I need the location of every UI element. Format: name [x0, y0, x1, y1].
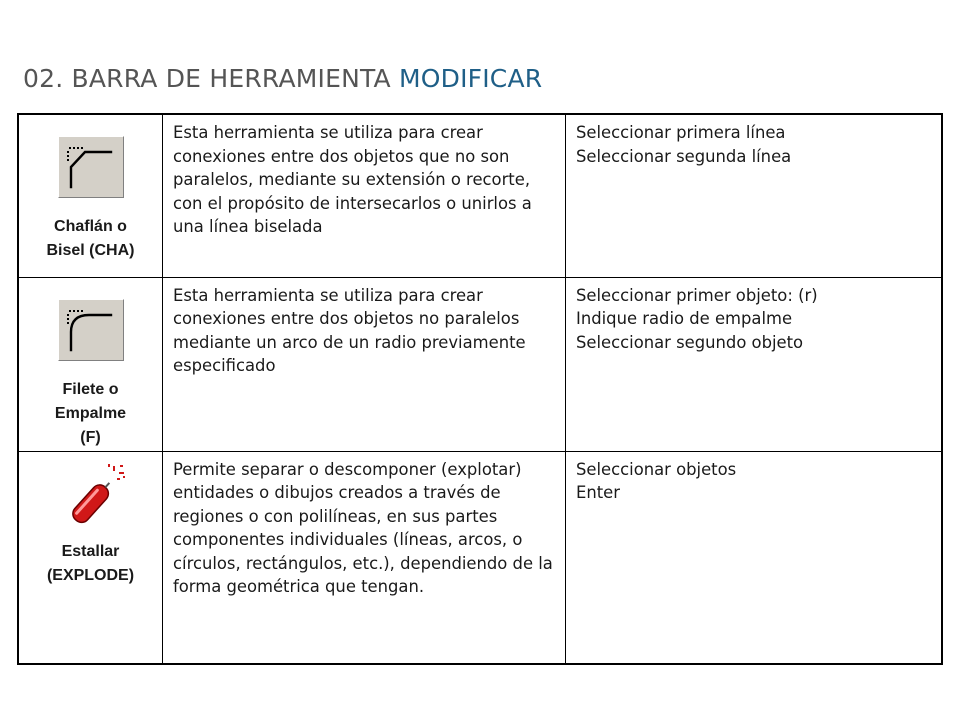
tool-description: Permite separar o descomponer (explotar) entidades o dibujos creados a través de regiones o con polilíneas, en sus partes componentes individuales (líneas, arcos, o círculos, rectángulos, etc.), dependiendo de la forma geométrica que tengan.: [163, 451, 566, 664]
tool-name-chamfer: [19, 215, 162, 263]
step-item: Seleccionar primer objeto: (r): [576, 285, 818, 305]
chamfer-icon: [58, 136, 124, 198]
tool-steps: [566, 451, 943, 664]
step-item: Indique radio de empalme: [576, 309, 793, 328]
tool-icon-cell: [18, 277, 163, 451]
tool-name-line: Chaflán o: [54, 218, 127, 235]
table-row: [18, 451, 942, 664]
step-item: Seleccionar primera línea: [576, 123, 786, 142]
tool-name-line: Estallar: [61, 542, 120, 560]
step-item: Enter: [576, 483, 620, 502]
tool-name-line: Filete o: [62, 380, 119, 398]
tool-icon-cell: [18, 114, 163, 277]
fillet-icon: [58, 299, 124, 361]
tool-steps: [566, 277, 943, 451]
tool-name-fillet: [19, 378, 162, 450]
tool-description: Esta herramienta se utiliza para crear conexiones entre dos objetos que no son paralelos, mediante su extensión o recorte, con el propósito de intersecarlos o unirlos a una línea biselada: [163, 114, 566, 277]
title-accent: MODIFICAR: [398, 64, 543, 93]
step-item: Seleccionar segundo objeto: [576, 332, 804, 352]
page-title: [23, 64, 542, 93]
tool-steps: [566, 114, 943, 277]
modify-toolbar-table: [17, 113, 943, 665]
tool-name-line: (F): [80, 428, 101, 446]
tool-icon-cell: [18, 451, 163, 664]
table-row: [18, 277, 942, 451]
table-row: [18, 114, 942, 277]
tool-name-line: Bisel (CHA): [46, 242, 135, 259]
title-prefix: 02. BARRA DE HERRAMIENTA: [23, 64, 399, 93]
tool-name-explode: [19, 540, 162, 588]
tool-name-line: (EXPLODE): [46, 566, 135, 584]
tool-description: Esta herramienta se utiliza para crear conexiones entre dos objetos no paralelos mediante un arco de un radio previamente especificado: [163, 277, 566, 451]
tool-name-line: Empalme: [54, 404, 127, 422]
step-item: Seleccionar objetos: [576, 459, 737, 479]
explode-icon: [57, 460, 129, 532]
step-item: Seleccionar segunda línea: [576, 146, 792, 166]
